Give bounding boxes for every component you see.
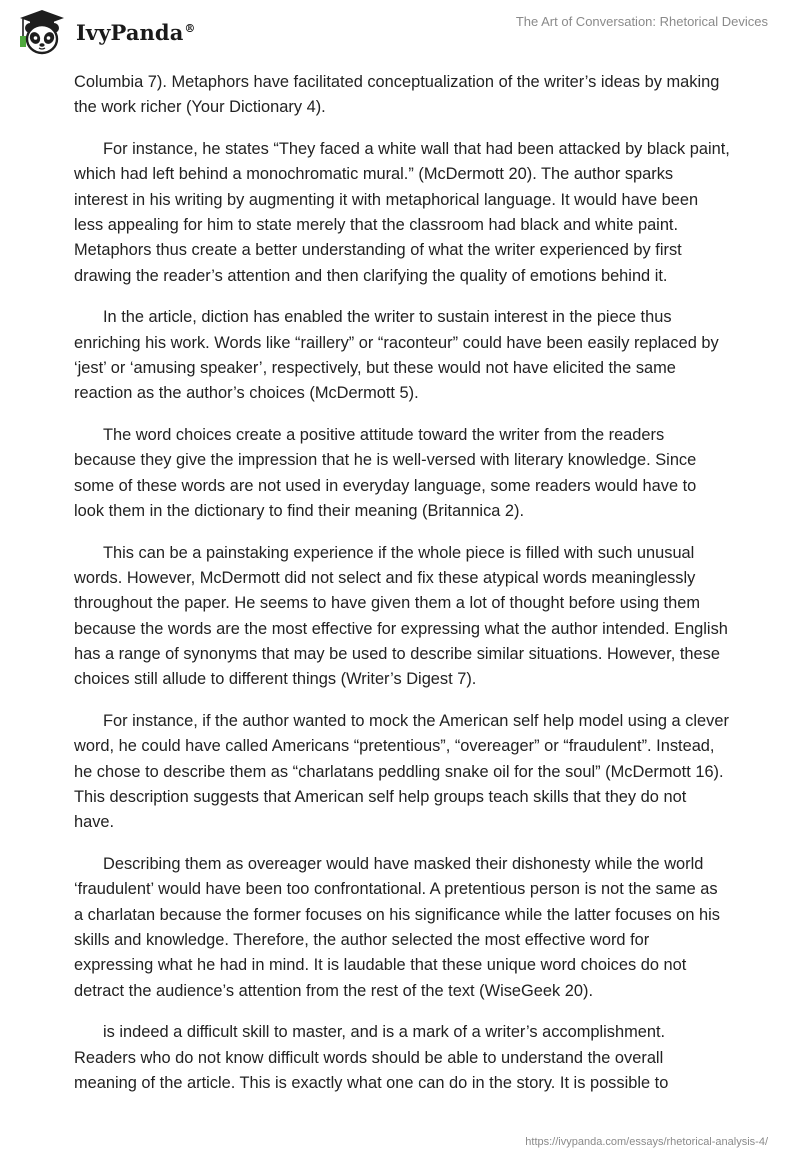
page-header — [0, 0, 800, 64]
paragraph: Columbia 7). Metaphors have facilitated conceptualization of the writer’s ideas by making the work richer (Your Dictionary 4). — [74, 73, 720, 117]
logo-wordmark: IvyPanda® — [76, 19, 196, 45]
paragraph: For instance, he states “They faced a white wall that had been attacked by black paint, which had left behind a monochromatic mural.” (McDermott 20). The author sparks interest in his writing by augmenting it with metaphorical language. It would have been less appealing for him to state merely that the classroom had black and white paint. Metaphors thus create a better understanding of what the writer experienced by first drawing the reader’s attention and then clarifying the quality of emotions behind it. — [74, 140, 730, 285]
essay-body — [74, 70, 730, 1113]
paragraph: For instance, if the author wanted to mock the American self help model using a clever word, he could have called Americans “pretentious”, “overeager” or “fraudulent”. Instead, he chose to describe them as “charlatans peddling snake oil for the soul” (McDermott 16). This description suggests that American self help groups teach skills that they do not have. — [74, 712, 729, 832]
paragraph: is indeed a difficult skill to master, and is a mark of a writer’s accomplishment. Readers who do not know difficult words should be able to understand the overall meaning of the article. This is exactly what one can do in the story. It is possible to — [74, 1023, 669, 1092]
paragraph: In the article, diction has enabled the writer to sustain interest in the piece thus enriching his work. Words like “raillery” or “raconteur” could have been easily replaced by ‘jest’ or ‘amusing speaker’, respectively, but these would not have elicited the same reaction as the author’s choices (McDermott 5). — [74, 308, 719, 403]
page-url[interactable]: https://ivypanda.com/essays/rhetorical-analysis-4/ — [525, 1136, 768, 1148]
paragraph: Describing them as overeager would have masked their dishonesty while the world ‘fraudulent’ would have been too confrontational. A pretentious person is not the same as a charlatan because the former focuses on his significance while the latter focuses on his skills and knowledge. Therefore, the author selected the most effective word for expressing what he had in mind. It is laudable that these unique word choices do not detract the audience’s attention from the rest of the text (WiseGeek 20). — [74, 855, 720, 1000]
registered-mark: ® — [184, 21, 196, 35]
ivypanda-logo[interactable] — [14, 8, 196, 56]
paragraph: This can be a painstaking experience if the whole piece is filled with such unusual words. However, McDermott did not select and fix these atypical words meaninglessly throughout the paper. He seems to have given them a lot of thought before using them because the words are the most effective for expressing what the author intended. English has a range of synonyms that may be used to describe similar situations. However, these choices still allude to different things (Writer’s Digest 7). — [74, 543, 728, 689]
panda-graduate-icon — [14, 8, 66, 56]
document-title: The Art of Conversation: Rhetorical Devices — [515, 14, 768, 29]
paragraph: The word choices create a positive attitude toward the writer from the readers because they give the impression that he is well-versed with literary knowledge. Since some of these words are not used in everyday language, some readers would have to look them in the dictionary to find their meaning (Britannica 2). — [74, 426, 697, 520]
